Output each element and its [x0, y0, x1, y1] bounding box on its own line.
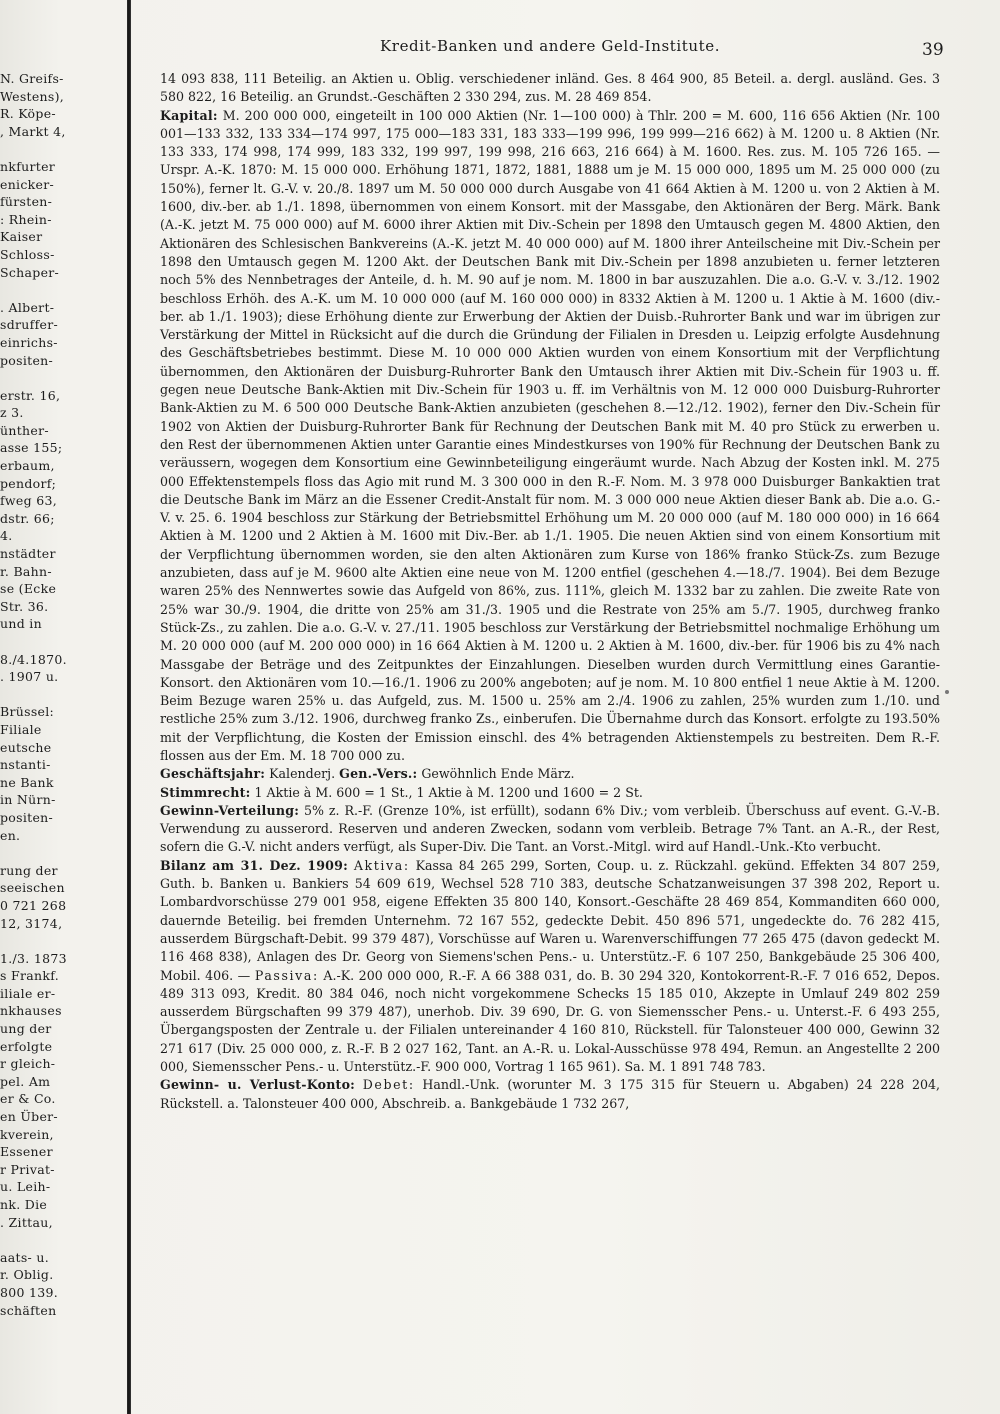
left-column-line: nstädter: [0, 546, 56, 562]
gewinn-verlust-label: Gewinn- u. Verlust-Konto:: [160, 1077, 356, 1093]
kapital-label: Kapital:: [160, 107, 218, 123]
left-column-line: fweg 63,: [0, 493, 57, 509]
left-column-line: er & Co.: [0, 1091, 56, 1107]
left-column-line: z 3.: [0, 405, 24, 421]
left-column-line: u. Leih-: [0, 1179, 51, 1195]
left-column-line: nk. Die: [0, 1197, 48, 1212]
gen-vers-text: Gewöhnlich Ende März.: [421, 766, 575, 782]
left-column-line: sdruffer-: [0, 317, 58, 333]
left-column-line: 12, 3174,: [0, 915, 63, 931]
left-column-line: 8./4.1870.: [0, 651, 67, 667]
main-text-column: [160, 70, 940, 1113]
bilanz-text-aktiva: Kassa 84 265 299, Sorten, Coup. u. z. Rückzahl. gekünd. Effekten 34 807 259, Guth. b. Banken u. Bankiers 54 609 619, Wechsel 528 710 383, deutsche Schatzanweisungen 37 398 202, Report u. Lombardvorschüsse 279 001 958, eigene Effekten 35 800 140, Konsort.-Geschäfte 28 469 854, Kommanditen 660 000, dauernde Beteilig. bei fremden Unternehm. 72 167 552, gedeckte Debit. 450 896 571, ungedeckte do. 76 282 415, ausserdem Bürgschaft-Debit. 99 379 487), Vorschüsse auf Waren u. Warenverschiffungen 77 265 475 (davon gedeckt M. 116 468 838), Anlagen des Dr. Georg von Siemens'schen Pens.- u. Unterstütz.-F. 6 107 250, Bankgebäude 25 306 400, Mobil. 406. —: [160, 857, 940, 983]
left-column-line: positen-: [0, 352, 54, 368]
gewinn-verteilung-text: 5% z. R.-F. (Grenze 10%, ist erfüllt), sodann 6% Div.; vom verbleib. Überschuss auf event. G.-V.-B. Verwendung zu ausserord. Reserven und anderen Zwecken, sodann vom verbleib. Betrage 7% Tant. an A.-R., der Rest, sofern die G.-V. nicht anders verfügt, als Super-Div. Die Tant. an Vorst.-Mitgl. wird auf Handl.-Unk.-Kto verbucht.: [160, 802, 940, 855]
left-column-line: seeischen: [0, 880, 65, 896]
left-column-line: . Zittau,: [0, 1214, 53, 1230]
left-column-line: , Markt 4,: [0, 123, 66, 139]
left-column-gap: [0, 932, 122, 950]
left-column-line: R. Köpe-: [0, 106, 56, 122]
left-column-line: pendorf;: [0, 475, 57, 491]
gewinn-verlust-paragraph: [160, 1076, 940, 1113]
bilanz-label: Bilanz am 31. Dez. 1909:: [160, 857, 348, 873]
left-column-line: 0 721 268: [0, 897, 67, 913]
left-column-line: rung der: [0, 862, 58, 878]
left-column-line: eutsche: [0, 739, 52, 755]
left-column-line: 4.: [0, 528, 13, 544]
left-column-line: Brüssel:: [0, 704, 55, 720]
left-column-line: Westens),: [0, 88, 65, 104]
left-column-line: erfolgte: [0, 1038, 53, 1054]
left-column-line: kverein,: [0, 1126, 54, 1142]
gen-vers-label: Gen.-Vers.:: [339, 766, 418, 782]
left-column-line: Filiale: [0, 721, 42, 737]
left-column-line: ne Bank: [0, 774, 54, 790]
left-column-line: enicker-: [0, 176, 55, 192]
left-column-line: N. Greifs-: [0, 71, 64, 86]
left-column-line: positen-: [0, 809, 54, 825]
page-number: 39: [922, 40, 944, 60]
left-column-line: nkhauses: [0, 1003, 62, 1019]
left-column-line: nstanti-: [0, 757, 51, 773]
stimmrecht-paragraph: [160, 784, 940, 802]
left-column-line: iliale er-: [0, 985, 56, 1001]
gewinn-verlust-debet-label: Debet:: [362, 1077, 415, 1093]
left-column-line: ünther-: [0, 422, 49, 438]
bilanz-aktiva-label: Aktiva:: [353, 857, 410, 873]
geschaeftsjahr-label: Geschäftsjahr:: [160, 766, 266, 782]
bilanz-text-passiva: A.-K. 200 000 000, R.-F. A 66 388 031, do. B. 30 294 320, Kontokorrent-R.-F. 7 016 652, Depos. 489 313 093, Kredit. 80 384 046, noch nicht vorgekommene Schecks 15 185 010, Akzepte in Umlauf 249 802 259 ausserdem Bürgschaften 99 379 487), unerhob. Div. 39 690, Dr. G. von Siemensscher Pens.- u. Unterst.-F. 6 493 255, Übergangsposten der Zentrale u. der Filialen untereinander 4 160 810, Rückstell. für Talonsteuer 400 000, Gewinn 32 271 617 (Div. 25 000 000, z. R.-F. B 2 027 162, Tant. an A.-R. u. Lokal-Ausschüsse 978 494, Remun. an Angestellte 2 200 000, Siemensscher Pens.- u. Unterstütz.-F. 900 000, Vortrag 1 165 961). Sa. M. 1 891 748 783.: [160, 967, 940, 1075]
left-column-line: schäften: [0, 1302, 57, 1318]
left-column-line: en Über-: [0, 1109, 58, 1125]
left-column-line: Schloss-: [0, 246, 55, 262]
left-column-gap: [0, 633, 122, 651]
left-column-line: erbaum,: [0, 458, 55, 474]
left-column-gap: [0, 140, 122, 158]
left-column-line: Kaiser: [0, 229, 43, 245]
left-column-gap: [0, 844, 122, 862]
running-head: Kredit-Banken und andere Geld-Institute.: [380, 37, 721, 55]
kapital-text: M. 200 000 000, eingeteilt in 100 000 Aktien (Nr. 1—100 000) à Thlr. 200 = M. 600, 116 656 Aktien (Nr. 100 001—133 332, 133 334—174 997, 175 000—183 331, 183 333—199 996, 199 999—216 662) à M. 1200 u. 8 Aktien (Nr. 133 333, 174 998, 174 999, 183 332, 199 997, 199 998, 216 663, 216 664) à M. 1600. Res. zus. M. 105 726 165. — Urspr. A.-K. 1870: M. 15 000 000. Erhöhung 1871, 1872, 1881, 1888 um je M. 15 000 000, 1895 um M. 25 000 000 (zu 150%), ferner lt. G.-V. v. 20./8. 1897 um M. 50 000 000 durch Ausgabe von 41 664 Aktien à M. 1200 u. von 2 Aktien à M. 1600, div.-ber. ab 1./1. 1898, übernommen von einem Konsort. mit der Massgabe, den Aktionären der Berg. Märk. Bank (A.-K. jetzt M. 75 000 000) auf M. 6000 ihrer Aktien mit Div.-Schein per 1898 den Umtausch gegen M. 4800 Aktien, den Aktionären des Schlesischen Bankvereins (A.-K. jetzt M. 40 000 000) auf M. 1800 ihrer Anteilscheine mit Div.-Schein per 1898 den Umtausch gegen M. 1200 Akt. der Deutschen Bank mit Div.-Schein per 1898 anzubieten u. ferner letzteren noch 5% des Nennbetrages der Anteile, d. h. M. 90 auf je nom. M. 1800 in bar auszuzahlen. Die a.o. G.-V. v. 3./12. 1902 beschloss Erhöh. des A.-K. um M. 10 000 000 (auf M. 160 000 000) in 8332 Aktien à M. 1200 u. 1 Aktie à M. 1600 (div.-ber. ab 1./1. 1903); diese Erhöhung diente zur Erwerbung der Aktien der Duisb.-Ruhrorter Bank und war im übrigen zur Verstärkung der Mittel in Rücksicht auf die durch die Gründung der Filialen in Dresden u. Leipzig erfolgte Ausdehnung des Geschäftsbetriebes bestimmt. Diese M. 10 000 000 Aktien wurden von einem Konsortium mit der Verpflichtung übernommen, den Aktionären der Duisburg-Ruhrorter Bank den Umtausch ihrer Aktien mit Div.-Schein für 1903 u. ff. gegen neue Deutsche Bank-Aktien mit Div.-Schein für 1903 u. ff. im Verhältnis von M. 12 000 000 Duisburg-Ruhrorter Bank-Aktien zu M. 6 500 000 Deutsche Bank-Aktien anzubieten (geschehen 8.—12./12. 1902), ferner den Div.-Schein für 1902 von Aktien der Duisburg-Ruhrorter Bank für Rechnung der Deutschen Bank mit M. 40 pro Stück zu erwerben u. den Rest der übernommenen Aktien unter Garantie eines Mindestkurses von 190% für Rechnung der Deutschen Bank zu veräussern, wogegen dem Konsortium eine Gewinnbeteiligung eingeräumt wurde. Nach Abzug der Kosten inkl. M. 275 000 Effektenstempels floss das Agio mit rund M. 3 300 000 in den R.-F. Nom. M. 3 978 000 Duisburger Bankaktien trat die Deutsche Bank im März an die Essener Credit-Anstalt für nom. M. 3 000 000 neue Aktien dieser Bank ab. Die a.o. G.-V. v. 25. 6. 1904 beschloss zur Stärkung der Betriebsmittel Erhöhung um M. 20 000 000 (auf M. 180 000 000) in 16 664 Aktien à M. 1200 und 2 Aktien à M. 1600 mit Div.-Ber. ab 1./1. 1905. Die neuen Aktien sind von einem Konsortium mit der Verpflichtung übernommen worden, sie den alten Aktionären zum Kurse von 186% franko Stück-Zs. zum Bezuge anzubieten, dass auf je M. 9600 alte Aktien eine neue von M. 1200 entfiel (geschehen 4.—18./7. 1904). Bei dem Bezuge waren 25% des Nennwertes sowie das Aufgeld von 86%, zus. 111%, gleich M. 1332 bar zu zahlen. Die zweite Rate von 25% war 30./9. 1904, die dritte von 25% am 31./3. 1905 und die Restrate von 25% am 5./7. 1905, durchweg franko Stück-Zs., zu zahlen. Die a.o. G.-V. v. 27./11. 1905 beschloss zur Verstärkung der Betriebsmittel nochmalige Erhöhung um M. 20 000 000 (auf M. 200 000 000) in 16 664 Aktien à M. 1200 u. 2 Aktien à M. 1600, div.-ber. für 1906 bis zu 4% nach Massgabe der Beträge und des Zeitpunktes der Einzahlungen. Dieselben wurden durch Vermittlung eines Garantie-Konsort. den Aktionären vom 10.—16./1. 1906 zu 200% angeboten; auf je nom. M. 10 800 entfiel 1 neue Aktie à M. 1200. Beim Bezuge waren 25% u. das Aufgeld, zus. M. 1500 u. 25% am 2./4. 1906 zu zahlen, 25% wurden zum 1./10. und restliche 25% zum 3./12. 1906, durchweg franko Zs., einberufen. Die Übernahme durch das Konsort. erfolgte zu 193.50% mit der Verpflichtung, die Kosten der Emission einschl. des 4% betragenden Aktienstempels zu bestreiten. Dem R.-F. flossen aus der Em. M. 18 700 000 zu.: [160, 107, 940, 763]
gewinn-verlust-text: Handl.-Unk. (worunter M. 3 175 315 für Steuern u. Abgaben) 24 228 204, Rückstell. a. Talonsteuer 400 000, Abschreib. a. Bankgebäude 1 732 267,: [160, 1077, 940, 1111]
left-column-gap: [0, 281, 122, 299]
left-column-line: : Rhein-: [0, 211, 52, 227]
left-column-line: Essener: [0, 1144, 53, 1160]
left-column-line: 800 139.: [0, 1284, 59, 1300]
gewinn-verteilung-label: Gewinn-Verteilung:: [160, 802, 300, 818]
left-column-line: r. Bahn-: [0, 563, 52, 579]
intro-paragraph: 14 093 838, 111 Beteilig. an Aktien u. Oblig. verschiedener inländ. Ges. 8 464 900, 85 Beteil. a. dergl. ausländ. Ges. 3 580 822, 16 Beteilig. an Grundst.-Geschäften 2 330 294, zus. M. 28 469 854.: [160, 71, 940, 105]
left-column-line: aats- u.: [0, 1249, 49, 1265]
left-column-line: und in: [0, 616, 42, 632]
left-column-line: ung der: [0, 1021, 52, 1037]
left-column-fragment: [0, 70, 122, 1318]
column-divider: [127, 0, 131, 1414]
print-speck: [945, 690, 949, 694]
stimmrecht-text: 1 Aktie à M. 600 = 1 St., 1 Aktie à M. 1200 und 1600 = 2 St.: [254, 784, 643, 800]
kapital-paragraph: [160, 107, 940, 766]
stimmrecht-label: Stimmrecht:: [160, 784, 251, 800]
left-column-line: en.: [0, 827, 21, 843]
left-column-gap: [0, 369, 122, 387]
left-column-line: fürsten-: [0, 194, 53, 210]
gewinn-verteilung-paragraph: [160, 802, 940, 857]
left-column-line: Schaper-: [0, 264, 60, 280]
left-column-line: nkfurter: [0, 158, 56, 174]
left-column-line: asse 155;: [0, 440, 63, 456]
left-column-line: 1./3. 1873: [0, 950, 67, 966]
left-column-line: . Albert-: [0, 299, 55, 315]
left-column-line: einrichs-: [0, 334, 58, 350]
left-column-line: r gleich-: [0, 1056, 56, 1072]
geschaeftsjahr-paragraph: [160, 765, 940, 783]
left-column-gap: [0, 686, 122, 704]
geschaeftsjahr-text: Kalenderj.: [269, 766, 336, 782]
left-column-line: erstr. 16,: [0, 387, 61, 403]
left-column-line: . 1907 u.: [0, 669, 59, 685]
left-column-line: Str. 36.: [0, 598, 49, 614]
left-column-line: se (Ecke: [0, 581, 57, 597]
left-column-gap: [0, 1231, 122, 1249]
left-column-line: in Nürn-: [0, 792, 56, 808]
left-column-line: dstr. 66;: [0, 510, 55, 526]
left-column-line: pel. Am: [0, 1073, 51, 1089]
left-column-line: r. Oblig.: [0, 1267, 54, 1283]
left-column-line: r Privat-: [0, 1161, 55, 1177]
left-column-line: s Frankf.: [0, 968, 59, 984]
bilanz-passiva-label: Passiva:: [254, 967, 319, 983]
bilanz-paragraph: [160, 857, 940, 1077]
